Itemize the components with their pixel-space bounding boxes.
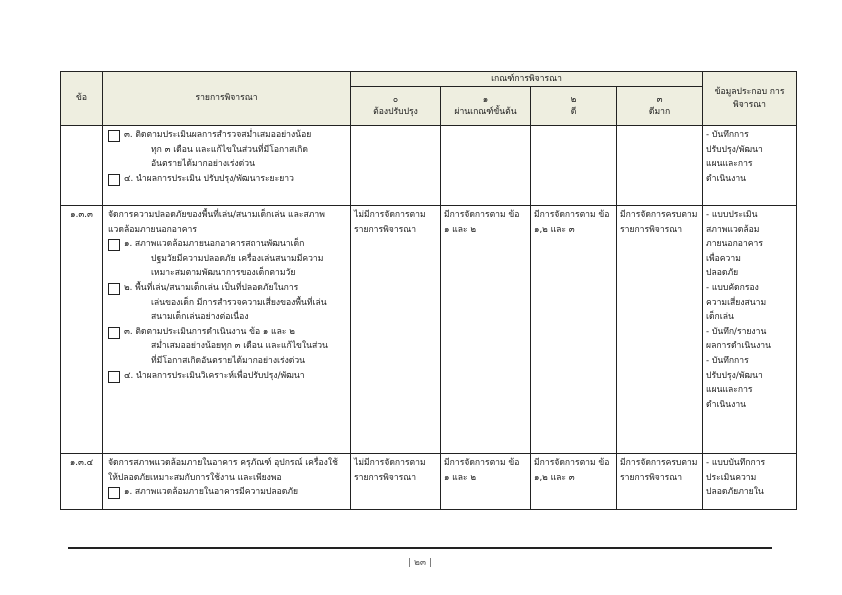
criteria-level-2	[531, 126, 617, 206]
checklist-text-continued: ปฐมวัยมีความปลอดภัย เครื่องเล่นสนามมีความ	[151, 253, 324, 264]
item-number: ๑.๓.๔	[61, 454, 103, 510]
item-number	[61, 126, 103, 206]
criteria-text: มีการจัดการตาม ข้อ ๑ และ ๒	[444, 210, 520, 235]
checklist-text: ๒. พื้นที่เล่น/สนามเด็กเล่น เป็นที่ปลอดภัยในการ	[124, 283, 299, 294]
criteria-level-2	[531, 206, 617, 454]
evidence-cell	[703, 206, 797, 454]
criteria-text: มีการจัดการครบตามรายการพิจารณา	[620, 458, 698, 483]
criteria-text: มีการจัดการตาม ข้อ ๑,๒ และ ๓	[534, 210, 610, 235]
header-level-2: ๒ ดี	[531, 87, 617, 126]
checklist-text-continued: เหมาะสมตามพัฒนาการของเด็กตามวัย	[151, 268, 296, 279]
evidence-item: ปรับปรุง/พัฒนา	[706, 370, 763, 381]
criteria-level-1	[441, 454, 531, 510]
evidence-item: ดำเนินงาน	[706, 399, 747, 410]
criteria-text: มีการจัดการครบตามรายการพิจารณา	[620, 210, 698, 235]
checkbox[interactable]	[108, 371, 120, 383]
evidence-item: - บันทึก/รายงาน	[706, 326, 767, 337]
evidence-item: แผนและการ	[706, 385, 753, 396]
criteria-level-3	[617, 126, 703, 206]
checklist-item	[106, 281, 347, 325]
evidence-item: ภายนอกอาคาร	[706, 239, 763, 250]
item-title: จัดการสภาพแวดล้อมภายในอาคาร ครุภัณฑ์ อุปกรณ์ เครื่องใช้ให้ปลอดภัยเหมาะสมกับการใช้งาน และเพียงพอ	[108, 458, 338, 483]
checklist-text-continued: ที่มีโอกาสเกิดอันตรายได้มากอย่างเร่งด่วน	[151, 356, 306, 367]
checklist-text: ๓. ติดตามประเมินการดำเนินงาน ข้อ ๑ และ ๒	[124, 326, 295, 337]
criteria-level-3	[617, 206, 703, 454]
header-level-0: ๐ ต้องปรับปรุง	[351, 87, 441, 126]
criteria-text: มีการจัดการตาม ข้อ ๑ และ ๒	[444, 458, 520, 483]
criteria-text: มีการจัดการตาม ข้อ ๑,๒ และ ๓	[534, 458, 610, 483]
checklist-item	[106, 485, 347, 500]
checklist-item	[106, 369, 347, 384]
evidence-item: - แบบบันทึกการ	[706, 458, 766, 468]
checkbox[interactable]	[108, 487, 120, 499]
checklist-text-continued: ทุก ๓ เดือน และแก้ไขในส่วนที่มีโอกาสเกิด	[151, 144, 308, 155]
table-row	[61, 126, 797, 206]
checklist-text-continued: สม่ำเสมออย่างน้อยทุก ๓ เดือน และแก้ไขในส่วน	[151, 341, 328, 352]
evidence-item: สภาพแวดล้อม	[706, 224, 760, 235]
page-number: | ๒๓ |	[408, 558, 432, 568]
header-no: ข้อ	[61, 72, 103, 126]
checklist-text: ๔. นำผลการประเมิน ปรับปรุง/พัฒนาระยะยาว	[124, 173, 294, 184]
evidence-item: แผนและการ	[706, 159, 753, 170]
evidence-item: ปลอดภัย	[706, 268, 739, 279]
header-level-1: ๑ ผ่านเกณฑ์ขั้นต้น	[441, 87, 531, 126]
evidence-item: เพื่อความ	[706, 253, 741, 264]
header-items: รายการพิจารณา	[103, 72, 351, 126]
checklist-text: ๑. สภาพแวดล้อมภายนอกอาคารสถานพัฒนาเด็ก	[124, 239, 305, 250]
checkbox[interactable]	[108, 327, 120, 339]
item-title: จัดการความปลอดภัยของพื้นที่เล่น/สนามเด็กเล่น และสภาพแวดล้อมภายนอกอาคาร	[108, 210, 325, 235]
criteria-level-0	[351, 206, 441, 454]
criteria-table	[60, 71, 797, 510]
evidence-item: เด็กเล่น	[706, 312, 734, 323]
checklist-text: ๓. ติดตามประเมินผลการสำรวจสม่ำเสมออย่างน้อย	[124, 130, 312, 140]
checklist-text-continued: เล่นของเด็ก มีการสำรวจความเสี่ยงของพื้นที่เล่น	[151, 297, 327, 308]
evidence-item: - แบบประเมิน	[706, 210, 758, 220]
table-row	[61, 206, 797, 454]
item-cell	[103, 454, 351, 510]
checkbox[interactable]	[108, 130, 120, 142]
checkbox[interactable]	[108, 239, 120, 251]
checklist-text: ๔. นำผลการประเมินวิเคราะห์เพื่อปรับปรุง/พัฒนา	[124, 370, 305, 381]
checklist-item	[106, 128, 347, 172]
item-number: ๑.๓.๓	[61, 206, 103, 454]
footer-line	[68, 547, 772, 549]
evidence-item: ดำเนินงาน	[706, 173, 747, 184]
checklist-text: ๑. สภาพแวดล้อมภายในอาคารมีความปลอดภัย	[124, 487, 299, 498]
evidence-item: ประเมินความ	[706, 472, 757, 483]
evidence-list	[706, 128, 793, 186]
checklist-item	[106, 237, 347, 281]
evidence-item: ปลอดภัยภายใน	[706, 487, 764, 498]
checklist-item	[106, 172, 347, 187]
evidence-item: ปรับปรุง/พัฒนา	[706, 144, 763, 155]
header-criteria-group: เกณฑ์การพิจารณา	[351, 72, 703, 87]
header-evidence: ข้อมูลประกอบ การพิจารณา	[703, 72, 797, 126]
evidence-item: ผลการดำเนินงาน	[706, 341, 771, 352]
checklist-item	[106, 325, 347, 369]
evidence-cell	[703, 126, 797, 206]
item-cell	[103, 126, 351, 206]
criteria-level-3	[617, 454, 703, 510]
table-body	[61, 126, 797, 510]
criteria-text: ไม่มีการจัดการตามรายการพิจารณา	[354, 210, 426, 235]
evidence-item: - บันทึกการ	[706, 130, 749, 140]
evidence-cell	[703, 454, 797, 510]
evidence-list	[706, 208, 793, 413]
criteria-level-0	[351, 454, 441, 510]
checklist-text-continued: สนามเด็กเล่นอย่างต่อเนื่อง	[151, 312, 249, 323]
item-cell	[103, 206, 351, 454]
criteria-level-0	[351, 126, 441, 206]
evidence-item: ความเสี่ยงสนาม	[706, 297, 767, 308]
criteria-level-1	[441, 206, 531, 454]
evidence-item: - แบบคัดกรอง	[706, 283, 759, 294]
checkbox[interactable]	[108, 283, 120, 295]
evidence-item: - บันทึกการ	[706, 356, 749, 367]
header-level-3: ๓ ดีมาก	[617, 87, 703, 126]
checkbox[interactable]	[108, 174, 120, 186]
checklist-text-continued: อันตรายได้มากอย่างเร่งด่วน	[151, 159, 255, 170]
criteria-level-2	[531, 454, 617, 510]
evidence-list	[706, 456, 793, 500]
table-row	[61, 454, 797, 510]
header-row-group	[61, 72, 797, 87]
criteria-text: ไม่มีการจัดการตามรายการพิจารณา	[354, 458, 426, 483]
criteria-level-1	[441, 126, 531, 206]
